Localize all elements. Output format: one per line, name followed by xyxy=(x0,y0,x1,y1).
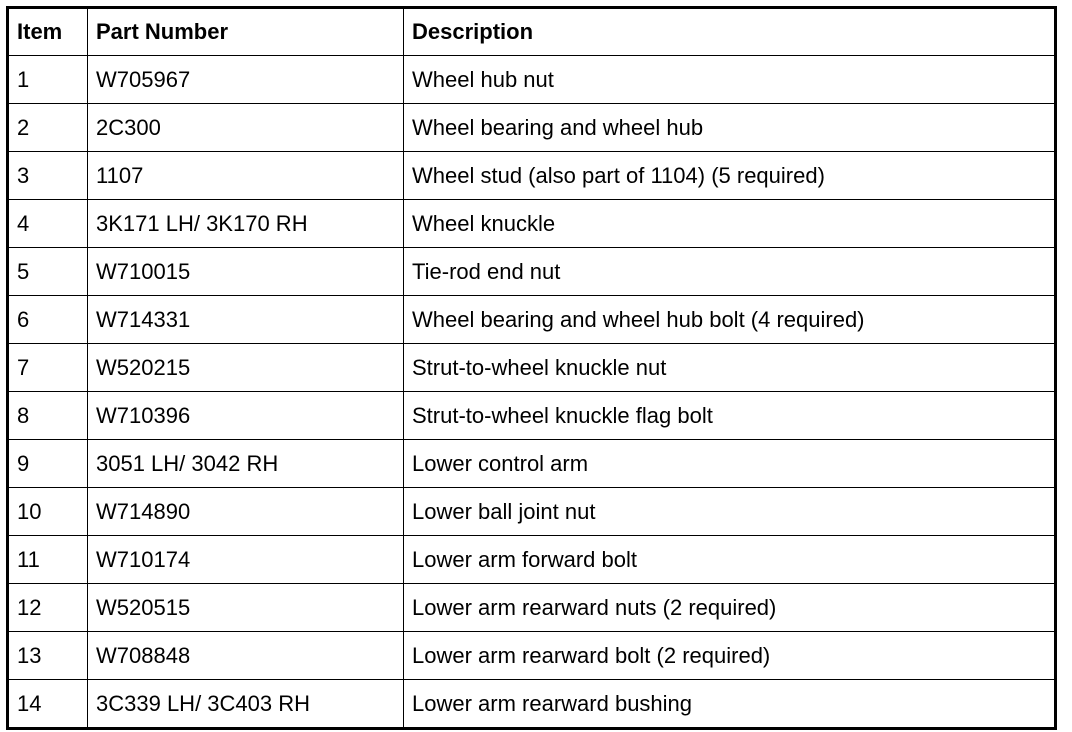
description-cell: Lower arm rearward nuts (2 required) xyxy=(404,584,1056,632)
description-cell: Lower arm rearward bushing xyxy=(404,680,1056,729)
item-cell: 3 xyxy=(8,152,88,200)
part-number-cell: W708848 xyxy=(88,632,404,680)
table-row xyxy=(8,680,1056,729)
part-number-cell: 2C300 xyxy=(88,104,404,152)
part-number-cell: W705967 xyxy=(88,56,404,104)
part-number-cell: W714890 xyxy=(88,488,404,536)
table-row xyxy=(8,392,1056,440)
description-cell: Wheel hub nut xyxy=(404,56,1056,104)
part-number-cell: W710015 xyxy=(88,248,404,296)
description-cell: Strut-to-wheel knuckle flag bolt xyxy=(404,392,1056,440)
part-number-cell: 3C339 LH/ 3C403 RH xyxy=(88,680,404,729)
item-cell: 8 xyxy=(8,392,88,440)
description-cell: Wheel stud (also part of 1104) (5 required) xyxy=(404,152,1056,200)
item-cell: 4 xyxy=(8,200,88,248)
table-row xyxy=(8,248,1056,296)
item-cell: 9 xyxy=(8,440,88,488)
part-number-cell: 3051 LH/ 3042 RH xyxy=(88,440,404,488)
item-cell: 14 xyxy=(8,680,88,729)
table-row xyxy=(8,632,1056,680)
table-row xyxy=(8,344,1056,392)
table-row xyxy=(8,488,1056,536)
table-row xyxy=(8,152,1056,200)
part-number-cell: W710174 xyxy=(88,536,404,584)
item-cell: 7 xyxy=(8,344,88,392)
description-cell: Lower control arm xyxy=(404,440,1056,488)
part-number-cell: 3K171 LH/ 3K170 RH xyxy=(88,200,404,248)
description-cell: Tie-rod end nut xyxy=(404,248,1056,296)
parts-table xyxy=(6,6,1057,730)
item-cell: 6 xyxy=(8,296,88,344)
item-cell: 12 xyxy=(8,584,88,632)
table-row xyxy=(8,440,1056,488)
description-cell: Wheel knuckle xyxy=(404,200,1056,248)
item-cell: 13 xyxy=(8,632,88,680)
description-cell: Strut-to-wheel knuckle nut xyxy=(404,344,1056,392)
table-row xyxy=(8,200,1056,248)
description-cell: Wheel bearing and wheel hub bolt (4 required) xyxy=(404,296,1056,344)
description-cell: Wheel bearing and wheel hub xyxy=(404,104,1056,152)
part-number-cell: W520215 xyxy=(88,344,404,392)
item-cell: 1 xyxy=(8,56,88,104)
description-column-header: Description xyxy=(404,8,1056,56)
description-cell: Lower arm rearward bolt (2 required) xyxy=(404,632,1056,680)
part-number-cell: W714331 xyxy=(88,296,404,344)
description-cell: Lower arm forward bolt xyxy=(404,536,1056,584)
table-row xyxy=(8,584,1056,632)
item-cell: 11 xyxy=(8,536,88,584)
parts-table-body xyxy=(8,56,1056,729)
part-number-cell: W520515 xyxy=(88,584,404,632)
description-cell: Lower ball joint nut xyxy=(404,488,1056,536)
part-number-column-header: Part Number xyxy=(88,8,404,56)
item-cell: 10 xyxy=(8,488,88,536)
part-number-cell: 1107 xyxy=(88,152,404,200)
item-column-header: Item xyxy=(8,8,88,56)
header-row xyxy=(8,8,1056,56)
table-row xyxy=(8,536,1056,584)
item-cell: 2 xyxy=(8,104,88,152)
part-number-cell: W710396 xyxy=(88,392,404,440)
table-row xyxy=(8,104,1056,152)
item-cell: 5 xyxy=(8,248,88,296)
table-row xyxy=(8,56,1056,104)
parts-table-header xyxy=(8,8,1056,56)
table-row xyxy=(8,296,1056,344)
